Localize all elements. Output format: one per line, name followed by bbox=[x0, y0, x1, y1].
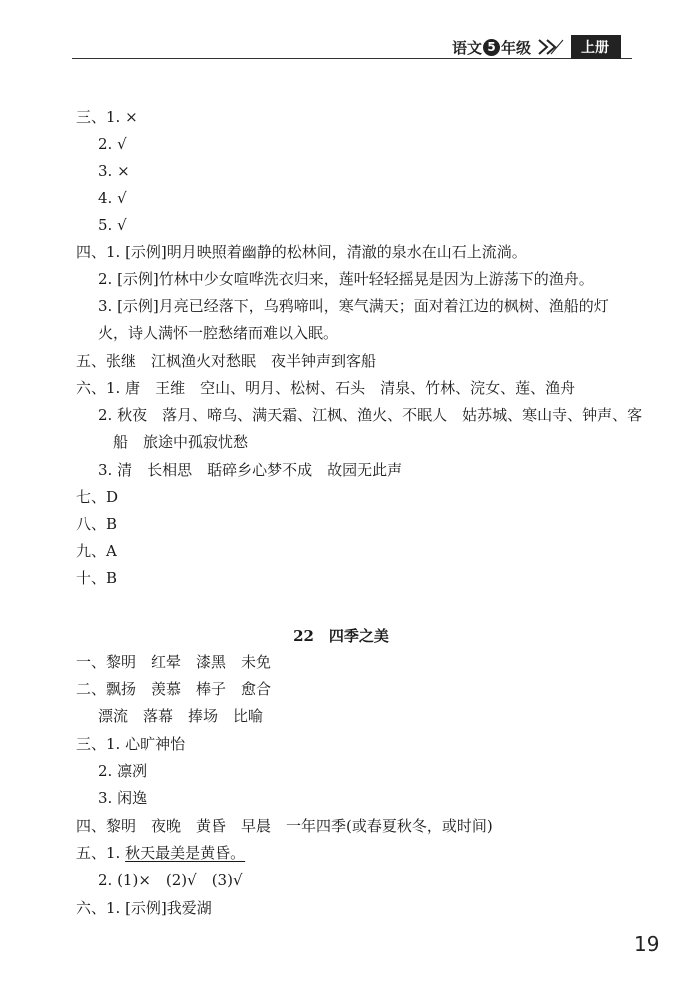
answer-line: 2. √ bbox=[98, 135, 127, 153]
answer-line: 2. 秋夜 落月、啼乌、满天霜、江枫、渔火、不眠人 姑苏城、寒山寺、钟声、客 bbox=[98, 406, 643, 424]
answer-line: 3. 清 长相思 聒碎乡心梦不成 故园无此声 bbox=[98, 461, 403, 479]
answer-line: 漂流 落幕 捧场 比喻 bbox=[98, 707, 264, 725]
header-grade: 年级 bbox=[501, 38, 532, 57]
answer-line: 八、B bbox=[76, 515, 118, 533]
answer-line: 六、1. [示例]我爱湖 bbox=[76, 899, 212, 917]
header-rule bbox=[72, 58, 632, 59]
answer-line: 3. 闲逸 bbox=[98, 789, 148, 807]
answer-line: 四、1. [示例]明月映照着幽静的松林间，清澈的泉水在山石上流淌。 bbox=[76, 243, 527, 261]
answer-line: 四、黎明 夜晚 黄昏 早晨 一年四季(或春夏秋冬，或时间) bbox=[76, 817, 493, 835]
answer-line: 船 旅途中孤寂忧愁 bbox=[113, 433, 249, 451]
header-subject: 语文 bbox=[452, 38, 483, 57]
header-volume: 上册 bbox=[571, 35, 621, 59]
answer-line: 三、1. × bbox=[76, 108, 138, 126]
underlined-answer-text: 秋天最美是黄昏。 bbox=[125, 844, 246, 862]
answer-line: 2. [示例]竹林中少女喧哗洗衣归来，莲叶轻轻摇晃是因为上游荡下的渔舟。 bbox=[98, 270, 594, 288]
answer-line: 十、B bbox=[76, 569, 118, 587]
answer-line: 五、张继 江枫渔火对愁眠 夜半钟声到客船 bbox=[76, 352, 377, 370]
answer-line: 二、飘扬 羡慕 棒子 愈合 bbox=[76, 680, 272, 698]
answer-line: 3. [示例]月亮已经落下，乌鸦啼叫，寒气满天；面对着江边的枫树、渔船的灯 bbox=[98, 297, 609, 315]
answer-line: 七、D bbox=[76, 488, 119, 506]
answer-line: 一、黎明 红晕 漆黑 未免 bbox=[76, 653, 272, 671]
page-number: 19 bbox=[634, 932, 660, 956]
answer-line: 2. (1)× (2)√ (3)√ bbox=[98, 871, 243, 889]
answer-line: 3. × bbox=[98, 162, 130, 180]
underlined-answer-line bbox=[76, 843, 245, 863]
grade-number-circle: 5 bbox=[483, 39, 500, 56]
header-badge bbox=[452, 36, 621, 58]
section-title: 22 四季之美 bbox=[293, 627, 389, 645]
answer-line: 4. √ bbox=[98, 189, 127, 207]
answer-line: 5. √ bbox=[98, 216, 127, 234]
underlined-answer-prefix: 五、1. bbox=[76, 844, 126, 862]
answer-line: 六、1. 唐 王维 空山、明月、松树、石头 清泉、竹林、浣女、莲、渔舟 bbox=[76, 379, 576, 397]
answer-line: 九、A bbox=[76, 542, 117, 560]
answer-line: 三、1. 心旷神怡 bbox=[76, 735, 186, 753]
answer-line: 火，诗人满怀一腔愁绪而难以入眠。 bbox=[98, 324, 339, 342]
answer-line: 2. 凛冽 bbox=[98, 762, 148, 780]
double-chevron-icon bbox=[537, 38, 565, 56]
